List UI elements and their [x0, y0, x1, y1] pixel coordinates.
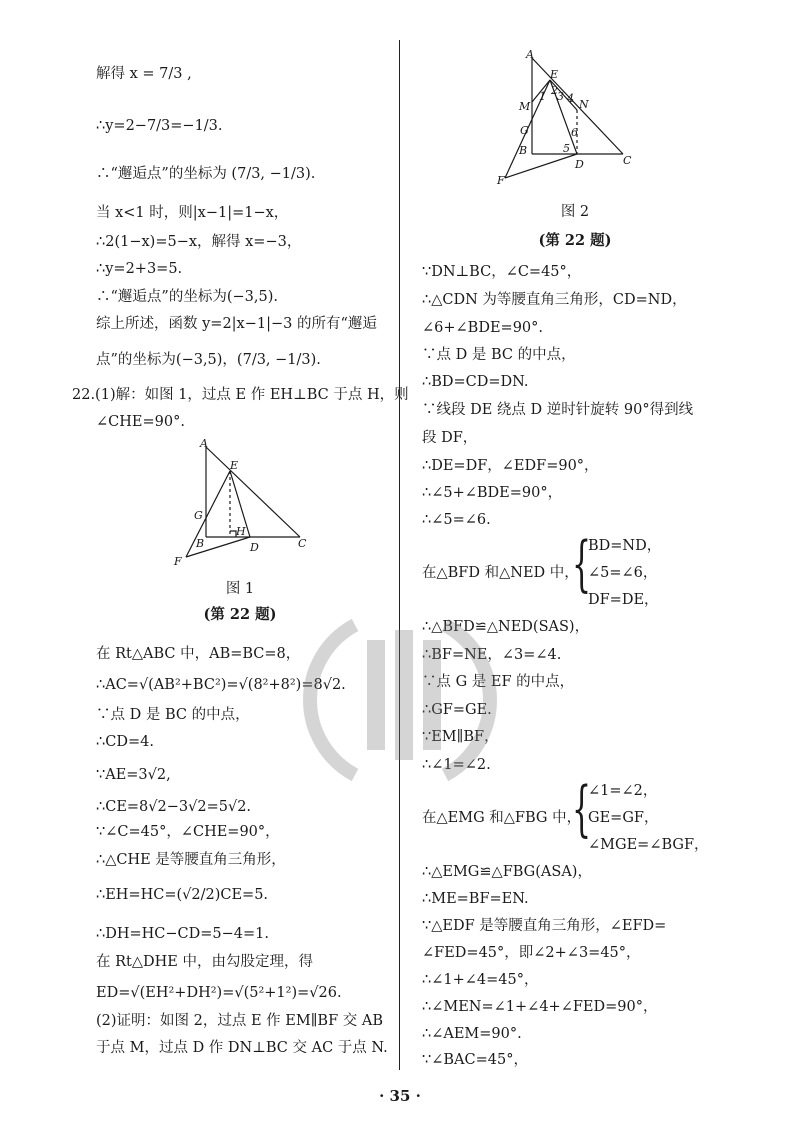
- figure-1-label: D: [250, 541, 259, 554]
- text-line: 在△EMG 和△FBG 中，: [422, 810, 582, 826]
- system-line: GE=GF，: [588, 810, 659, 826]
- text-line: 段 DF，: [422, 430, 478, 446]
- text-line: ∴△CDN 为等腰直角三角形，CD=ND，: [422, 292, 687, 308]
- text-line: 当 x<1 时，则|x−1|=1−x，: [96, 205, 289, 221]
- text-line: ∴∠AEM=90°.: [422, 1026, 522, 1042]
- figure-2-label: N: [579, 98, 589, 111]
- text-line: ∠6+∠BDE=90°.: [422, 320, 543, 336]
- text-line: ∴2(1−x)=5−x，解得 x=−3，: [96, 234, 302, 250]
- system-brace: {: [572, 529, 592, 599]
- figure-1-label: G: [194, 509, 203, 522]
- text-line: ∠CHE=90°.: [96, 414, 185, 430]
- text-line: ∴BD=CD=DN.: [422, 374, 529, 390]
- text-line: 在△BFD 和△NED 中，: [422, 565, 579, 581]
- figure-2-label: A: [526, 50, 534, 61]
- text-line: ∵∠BAC=45°，: [422, 1052, 528, 1068]
- text-line: ∴∠1+∠4=45°，: [422, 972, 539, 988]
- text-line: ∵∠C=45°，∠CHE=90°，: [96, 824, 280, 840]
- figure-2-label: 4: [567, 92, 574, 105]
- text-line: ∵AE=3√2,: [96, 767, 171, 783]
- text-line: ∴ME=BF=EN.: [422, 891, 529, 907]
- figure-2-label: G: [520, 124, 529, 137]
- figure-2-label: 2: [551, 84, 558, 97]
- text-line: ∠FED=45°，即∠2+∠3=45°，: [422, 945, 641, 961]
- text-line: ∴DH=HC−CD=5−4=1.: [96, 926, 269, 942]
- figure-2-label: 1: [539, 90, 546, 103]
- text-line: ∴∠MEN=∠1+∠4+∠FED=90°，: [422, 999, 658, 1015]
- text-line: ∴EH=HC=(√2/2)CE=5.: [96, 887, 269, 903]
- text-line: ∴△CHE 是等腰直角三角形，: [96, 852, 286, 868]
- figure-1-label: B: [196, 537, 205, 550]
- system-line: ∠1=∠2，: [588, 783, 658, 799]
- figure-2-diagram: [495, 50, 655, 195]
- figure-2-label: D: [575, 158, 584, 171]
- text-line: 在 Rt△ABC 中，AB=BC=8，: [96, 646, 301, 662]
- text-line: ∴CD=4.: [96, 734, 154, 750]
- figure-2-label: M: [519, 100, 531, 113]
- text-line: 在 Rt△DHE 中，由勾股定理，得: [96, 954, 313, 970]
- text-line: ∴∠5=∠6.: [422, 512, 491, 528]
- text-line: ∴∠5+∠BDE=90°，: [422, 485, 563, 501]
- figure-1-label: E: [230, 459, 239, 472]
- system-line: ∠MGE=∠BGF，: [588, 837, 709, 853]
- text-line: ∴△BFD≌△NED(SAS)，: [422, 619, 590, 635]
- publisher-watermark-logo: [295, 600, 505, 800]
- figure-1-label: A: [200, 437, 208, 450]
- text-line: ∴CE=8√2−3√2=5√2.: [96, 799, 252, 815]
- text-line: ∵线段 DE 绕点 D 逆时针旋转 90°得到线: [422, 402, 694, 418]
- column-divider: [399, 40, 400, 1070]
- figure-1-label: F: [174, 555, 182, 568]
- text-line: ∵DN⊥BC，∠C=45°，: [422, 264, 582, 280]
- figure-2-label: F: [497, 174, 505, 187]
- text-line: 22.(1)解：如图 1，过点 E 作 EH⊥BC 于点 H，则: [72, 387, 409, 403]
- text-line: ∵点 D 是 BC 的中点，: [422, 347, 576, 363]
- text-line: ∴“邂逅点”的坐标为(−3,5).: [96, 289, 278, 305]
- text-line: 解得 x = 7/3 ,: [96, 66, 192, 82]
- text-line: ∴y=2+3=5.: [96, 261, 183, 277]
- figure-2-label: 5: [563, 142, 570, 155]
- figure-1-diagram: [170, 435, 320, 575]
- figure-1-problem-label: (第 22 题): [203, 606, 277, 623]
- system-line: ∠5=∠6，: [588, 565, 658, 581]
- system-brace: {: [572, 774, 592, 844]
- figure-2-label: B: [519, 144, 528, 157]
- text-line: (2)证明：如图 2，过点 E 作 EM∥BF 交 AB: [96, 1013, 383, 1029]
- text-line: ∴DE=DF，∠EDF=90°，: [422, 458, 599, 474]
- text-line: 于点 M，过点 D 作 DN⊥BC 交 AC 于点 N.: [96, 1040, 388, 1056]
- text-line: ∴BF=NE，∠3=∠4.: [422, 647, 562, 663]
- text-line: ∴y=2−7/3=−1/3.: [96, 118, 223, 134]
- text-line: ED=√(EH²+DH²)=√(5²+1²)=√26.: [96, 985, 342, 1001]
- page-number: · 35 ·: [379, 1087, 421, 1105]
- system-line: DF=DE，: [588, 592, 659, 608]
- text-line: ∵点 G 是 EF 的中点，: [422, 674, 575, 690]
- text-line: 综上所述，函数 y=2|x−1|−3 的所有“邂逅: [96, 316, 377, 332]
- text-line: ∵点 D 是 BC 的中点，: [96, 707, 250, 723]
- text-line: ∵EM∥BF，: [422, 729, 499, 745]
- figure-1-label: H: [236, 525, 246, 538]
- text-line: ∵△EDF 是等腰直角三角形，∠EFD=: [422, 918, 667, 934]
- figure-1-label: C: [298, 537, 307, 550]
- text-line: ∴“邂逅点”的坐标为 (7/3, −1/3).: [96, 166, 316, 182]
- figure-2-label: 6: [571, 126, 578, 139]
- system-line: BD=ND，: [588, 538, 662, 554]
- figure-2-label: 3: [557, 90, 564, 103]
- figure-2-label: E: [550, 68, 559, 81]
- text-line: ∴∠1=∠2.: [422, 757, 491, 773]
- text-line: ∴△EMG≌△FBG(ASA)，: [422, 864, 592, 880]
- figure-2-caption: 图 2: [560, 204, 590, 220]
- text-line: ∴AC=√(AB²+BC²)=√(8²+8²)=8√2.: [96, 677, 346, 693]
- text-line: ∴GF=GE.: [422, 702, 492, 718]
- text-line: 点”的坐标为(−3,5)，(7/3, −1/3).: [96, 352, 321, 368]
- figure-1-caption: 图 1: [225, 581, 255, 597]
- figure-2-problem-label: (第 22 题): [538, 232, 612, 249]
- figure-2-label: C: [623, 154, 632, 167]
